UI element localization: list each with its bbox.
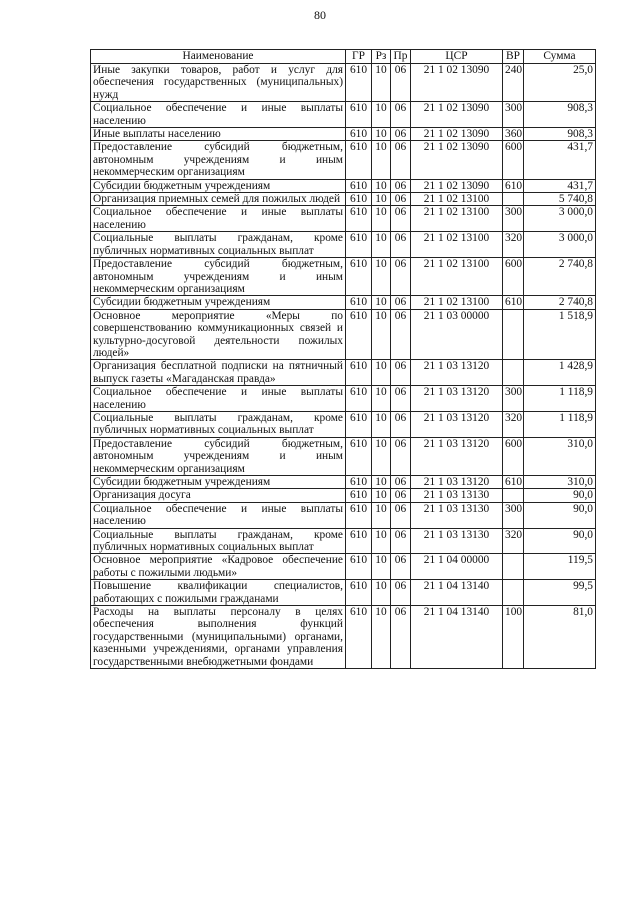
row-vr xyxy=(503,193,524,206)
table-row xyxy=(91,128,596,141)
table-row xyxy=(91,179,596,192)
row-vr: 300 xyxy=(503,386,524,412)
table-row xyxy=(91,296,596,309)
row-pr: 06 xyxy=(391,386,411,412)
header-gr: ГР xyxy=(346,50,372,64)
table-row xyxy=(91,102,596,128)
row-rz: 10 xyxy=(372,554,391,580)
row-gr: 610 xyxy=(346,309,372,360)
row-pr: 06 xyxy=(391,489,411,502)
row-sum: 2 740,8 xyxy=(524,258,596,296)
row-vr: 300 xyxy=(503,206,524,232)
row-csr: 21 1 03 13120 xyxy=(411,411,503,437)
table-row xyxy=(91,476,596,489)
row-name: Социальные выплаты гражданам, кроме публичных нормативных социальных выплат xyxy=(91,411,346,437)
row-sum: 90,0 xyxy=(524,528,596,554)
table-row xyxy=(91,437,596,475)
row-csr: 21 1 04 13140 xyxy=(411,606,503,669)
row-sum: 310,0 xyxy=(524,476,596,489)
row-vr: 600 xyxy=(503,141,524,179)
row-rz: 10 xyxy=(372,258,391,296)
row-gr: 610 xyxy=(346,258,372,296)
row-gr: 610 xyxy=(346,386,372,412)
row-name: Социальное обеспечение и иные выплаты населению xyxy=(91,102,346,128)
row-rz: 10 xyxy=(372,502,391,528)
row-pr: 06 xyxy=(391,580,411,606)
row-pr: 06 xyxy=(391,128,411,141)
row-rz: 10 xyxy=(372,64,391,102)
row-gr: 610 xyxy=(346,360,372,386)
row-gr: 610 xyxy=(346,128,372,141)
table-header-row xyxy=(91,50,596,64)
row-sum: 310,0 xyxy=(524,437,596,475)
row-name: Повышение квалификации специалистов, работающих с пожилыми гражданами xyxy=(91,580,346,606)
row-rz: 10 xyxy=(372,309,391,360)
row-vr: 100 xyxy=(503,606,524,669)
row-gr: 610 xyxy=(346,554,372,580)
table-row xyxy=(91,580,596,606)
table-body xyxy=(91,64,596,669)
table-row xyxy=(91,360,596,386)
row-vr: 240 xyxy=(503,64,524,102)
table-row xyxy=(91,193,596,206)
row-sum: 90,0 xyxy=(524,489,596,502)
row-sum: 99,5 xyxy=(524,580,596,606)
row-name: Социальное обеспечение и иные выплаты населению xyxy=(91,206,346,232)
row-vr: 610 xyxy=(503,179,524,192)
row-pr: 06 xyxy=(391,141,411,179)
table-row xyxy=(91,258,596,296)
row-name: Социальные выплаты гражданам, кроме публичных нормативных социальных выплат xyxy=(91,528,346,554)
row-pr: 06 xyxy=(391,606,411,669)
row-gr: 610 xyxy=(346,64,372,102)
row-sum: 25,0 xyxy=(524,64,596,102)
row-pr: 06 xyxy=(391,528,411,554)
row-pr: 06 xyxy=(391,296,411,309)
table-row xyxy=(91,606,596,669)
table-row xyxy=(91,206,596,232)
row-gr: 610 xyxy=(346,606,372,669)
row-gr: 610 xyxy=(346,179,372,192)
row-sum: 431,7 xyxy=(524,179,596,192)
row-vr: 600 xyxy=(503,437,524,475)
row-pr: 06 xyxy=(391,179,411,192)
table-row xyxy=(91,64,596,102)
row-sum: 2 740,8 xyxy=(524,296,596,309)
row-sum: 3 000,0 xyxy=(524,232,596,258)
row-vr: 320 xyxy=(503,528,524,554)
row-gr: 610 xyxy=(346,476,372,489)
row-rz: 10 xyxy=(372,580,391,606)
row-csr: 21 1 02 13090 xyxy=(411,64,503,102)
budget-table xyxy=(90,49,596,669)
row-csr: 21 1 02 13100 xyxy=(411,258,503,296)
row-name: Социальное обеспечение и иные выплаты населению xyxy=(91,502,346,528)
row-pr: 06 xyxy=(391,232,411,258)
row-vr xyxy=(503,554,524,580)
row-name: Субсидии бюджетным учреждениям xyxy=(91,296,346,309)
table-row xyxy=(91,528,596,554)
header-rz: Рз xyxy=(372,50,391,64)
header-sum: Сумма xyxy=(524,50,596,64)
row-csr: 21 1 03 13120 xyxy=(411,360,503,386)
row-sum: 908,3 xyxy=(524,102,596,128)
row-rz: 10 xyxy=(372,232,391,258)
row-vr: 300 xyxy=(503,502,524,528)
row-rz: 10 xyxy=(372,606,391,669)
table-row xyxy=(91,309,596,360)
table-row xyxy=(91,232,596,258)
table-row xyxy=(91,386,596,412)
row-name: Организация досуга xyxy=(91,489,346,502)
row-csr: 21 1 03 13130 xyxy=(411,489,503,502)
row-csr: 21 1 03 13120 xyxy=(411,386,503,412)
row-name: Социальные выплаты гражданам, кроме публичных нормативных социальных выплат xyxy=(91,232,346,258)
row-name: Субсидии бюджетным учреждениям xyxy=(91,179,346,192)
row-csr: 21 1 04 13140 xyxy=(411,580,503,606)
row-pr: 06 xyxy=(391,476,411,489)
row-gr: 610 xyxy=(346,232,372,258)
row-gr: 610 xyxy=(346,580,372,606)
row-pr: 06 xyxy=(391,360,411,386)
row-name: Организация приемных семей для пожилых людей xyxy=(91,193,346,206)
row-name: Организация бесплатной подписки на пятничный выпуск газеты «Магаданская правда» xyxy=(91,360,346,386)
row-name: Предоставление субсидий бюджетным, автономным учреждениям и иным некоммерческим организациям xyxy=(91,258,346,296)
row-vr: 600 xyxy=(503,258,524,296)
row-csr: 21 1 03 13130 xyxy=(411,528,503,554)
table-row xyxy=(91,141,596,179)
row-name: Социальное обеспечение и иные выплаты населению xyxy=(91,386,346,412)
row-pr: 06 xyxy=(391,554,411,580)
row-sum: 1 118,9 xyxy=(524,411,596,437)
row-gr: 610 xyxy=(346,296,372,309)
row-rz: 10 xyxy=(372,528,391,554)
header-vr: ВР xyxy=(503,50,524,64)
row-sum: 90,0 xyxy=(524,502,596,528)
row-csr: 21 1 03 13130 xyxy=(411,502,503,528)
row-rz: 10 xyxy=(372,102,391,128)
row-rz: 10 xyxy=(372,437,391,475)
row-gr: 610 xyxy=(346,141,372,179)
row-rz: 10 xyxy=(372,386,391,412)
row-vr: 360 xyxy=(503,128,524,141)
row-name: Предоставление субсидий бюджетным, автономным учреждениям и иным некоммерческим организациям xyxy=(91,141,346,179)
row-csr: 21 1 03 00000 xyxy=(411,309,503,360)
row-name: Субсидии бюджетным учреждениям xyxy=(91,476,346,489)
header-pr: Пр xyxy=(391,50,411,64)
row-rz: 10 xyxy=(372,296,391,309)
row-rz: 10 xyxy=(372,360,391,386)
table-row xyxy=(91,489,596,502)
row-sum: 1 118,9 xyxy=(524,386,596,412)
row-gr: 610 xyxy=(346,193,372,206)
row-rz: 10 xyxy=(372,411,391,437)
row-csr: 21 1 03 13120 xyxy=(411,437,503,475)
row-sum: 5 740,8 xyxy=(524,193,596,206)
table-row xyxy=(91,502,596,528)
row-gr: 610 xyxy=(346,206,372,232)
row-pr: 06 xyxy=(391,64,411,102)
row-csr: 21 1 02 13090 xyxy=(411,179,503,192)
row-vr xyxy=(503,580,524,606)
row-name: Основное мероприятие «Кадровое обеспечение работы с пожилыми людьми» xyxy=(91,554,346,580)
row-csr: 21 1 03 13120 xyxy=(411,476,503,489)
row-vr: 610 xyxy=(503,296,524,309)
row-gr: 610 xyxy=(346,411,372,437)
row-pr: 06 xyxy=(391,309,411,360)
row-rz: 10 xyxy=(372,179,391,192)
row-csr: 21 1 02 13090 xyxy=(411,141,503,179)
row-vr: 300 xyxy=(503,102,524,128)
row-csr: 21 1 02 13100 xyxy=(411,193,503,206)
header-name: Наименование xyxy=(91,50,346,64)
row-pr: 06 xyxy=(391,193,411,206)
row-vr xyxy=(503,309,524,360)
row-csr: 21 1 02 13100 xyxy=(411,206,503,232)
row-name: Основное мероприятие «Меры по совершенствованию коммуникационных связей и культурно-досуговой деятельности пожилых людей» xyxy=(91,309,346,360)
row-rz: 10 xyxy=(372,128,391,141)
table-row xyxy=(91,411,596,437)
row-vr xyxy=(503,360,524,386)
row-rz: 10 xyxy=(372,193,391,206)
row-sum: 1 518,9 xyxy=(524,309,596,360)
row-csr: 21 1 02 13090 xyxy=(411,102,503,128)
row-gr: 610 xyxy=(346,489,372,502)
row-sum: 3 000,0 xyxy=(524,206,596,232)
row-csr: 21 1 02 13090 xyxy=(411,128,503,141)
row-rz: 10 xyxy=(372,206,391,232)
row-name: Иные закупки товаров, работ и услуг для обеспечения государственных (муниципальных) нужд xyxy=(91,64,346,102)
row-gr: 610 xyxy=(346,102,372,128)
row-sum: 119,5 xyxy=(524,554,596,580)
row-pr: 06 xyxy=(391,258,411,296)
row-vr: 610 xyxy=(503,476,524,489)
row-csr: 21 1 02 13100 xyxy=(411,296,503,309)
row-csr: 21 1 02 13100 xyxy=(411,232,503,258)
row-name: Предоставление субсидий бюджетным, автономным учреждениям и иным некоммерческим организациям xyxy=(91,437,346,475)
row-gr: 610 xyxy=(346,437,372,475)
row-rz: 10 xyxy=(372,476,391,489)
row-pr: 06 xyxy=(391,411,411,437)
row-name: Иные выплаты населению xyxy=(91,128,346,141)
header-csr: ЦСР xyxy=(411,50,503,64)
row-gr: 610 xyxy=(346,528,372,554)
page-number: 80 xyxy=(314,8,326,22)
row-rz: 10 xyxy=(372,489,391,502)
row-sum: 908,3 xyxy=(524,128,596,141)
row-sum: 431,7 xyxy=(524,141,596,179)
row-pr: 06 xyxy=(391,437,411,475)
row-gr: 610 xyxy=(346,502,372,528)
row-csr: 21 1 04 00000 xyxy=(411,554,503,580)
row-name: Расходы на выплаты персоналу в целях обеспечения выполнения функций государственными (муниципальными) органами, казенными учреждениями, органами управления государственными внебюджетными фондами xyxy=(91,606,346,669)
row-pr: 06 xyxy=(391,102,411,128)
row-pr: 06 xyxy=(391,502,411,528)
row-rz: 10 xyxy=(372,141,391,179)
row-vr xyxy=(503,489,524,502)
row-sum: 81,0 xyxy=(524,606,596,669)
row-vr: 320 xyxy=(503,232,524,258)
row-sum: 1 428,9 xyxy=(524,360,596,386)
table-row xyxy=(91,554,596,580)
row-pr: 06 xyxy=(391,206,411,232)
row-vr: 320 xyxy=(503,411,524,437)
